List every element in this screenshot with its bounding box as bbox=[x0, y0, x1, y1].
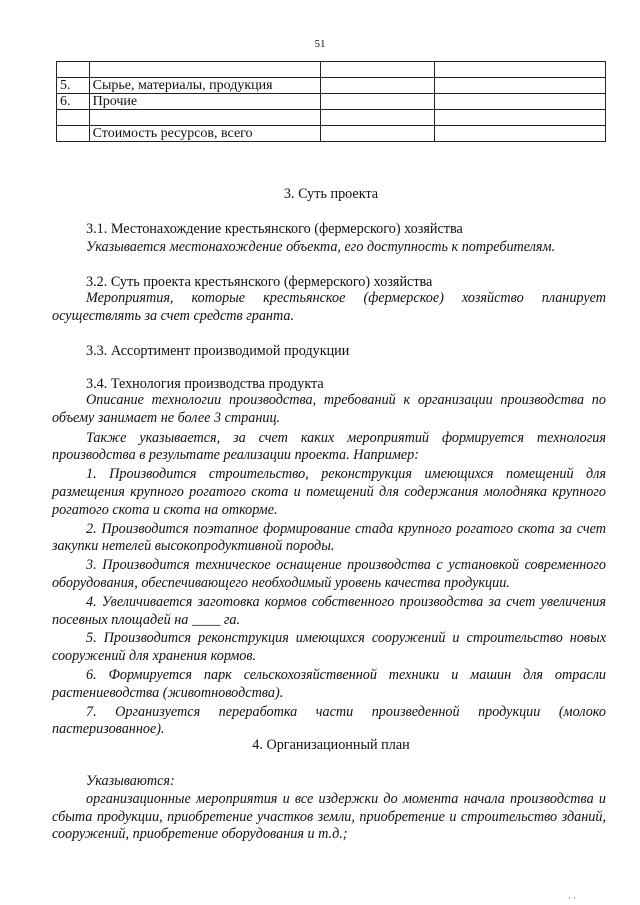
section4-body bbox=[52, 773, 606, 844]
row-name bbox=[89, 110, 320, 126]
s4-text: организационные мероприятия и все издержки до момента начала производства и сбыта продукции, приобретение участков земли, приобретение и строительство зданий, сооружений, приобретение оборудования и т.д.; bbox=[52, 790, 606, 843]
s34-p1: Описание технологии производства, требований к организации производства по объему занимает не более 3 страниц. bbox=[52, 392, 606, 426]
s31-text: Указывается местонахождение объекта, его доступность к потребителям. bbox=[86, 239, 556, 255]
row-name: Прочие bbox=[89, 94, 320, 110]
table-cell bbox=[320, 94, 434, 110]
footer-marks: · · bbox=[568, 893, 577, 903]
page-number: 51 bbox=[314, 38, 326, 50]
row-name: Стоимость ресурсов, всего bbox=[89, 126, 320, 142]
table-row bbox=[57, 62, 606, 78]
table-cell bbox=[320, 78, 434, 94]
list-item: 3. Производится техническое оснащение производства с установкой современного оборудования, обеспечивающего необходимый уровень качества продукции. bbox=[52, 557, 606, 591]
table-cell bbox=[435, 94, 606, 110]
table-row bbox=[57, 94, 606, 110]
row-name bbox=[89, 62, 320, 78]
table-cell bbox=[435, 62, 606, 78]
list-item: 1. Производится строительство, реконструкция имеющихся помещений для размещения крупного рогатого скота и помещений для содержания молодняка крупного рогатого скота и скота на откорме. bbox=[52, 466, 606, 518]
s32-heading: 3.2. Суть проекта крестьянского (фермерского) хозяйства bbox=[86, 274, 433, 290]
table-cell bbox=[320, 126, 434, 142]
table-cell bbox=[320, 62, 434, 78]
table-row bbox=[57, 110, 606, 126]
row-number bbox=[57, 110, 90, 126]
table-cell bbox=[435, 78, 606, 94]
s4-intro: Указываются: bbox=[86, 773, 175, 789]
resources-table bbox=[56, 61, 606, 142]
table-row bbox=[57, 78, 606, 94]
row-name: Сырье, материалы, продукция bbox=[89, 78, 320, 94]
s32-text: Мероприятия, которые крестьянское (фермерское) хозяйство планирует осуществлять за счет средств гранта. bbox=[52, 290, 606, 324]
section4-title: 4. Организационный план bbox=[252, 737, 410, 753]
row-number bbox=[57, 62, 90, 78]
s34-p2: Также указывается, за счет каких мероприятий формируется технология производства в результате реализации проекта. Например: bbox=[52, 429, 606, 464]
list-item: 7. Организуется переработка части произведенной продукции (молоко пастеризованное). bbox=[52, 703, 606, 738]
list-item: 6. Формируется парк сельскохозяйственной техники и машин для отрасли растениеводства (животноводства). bbox=[52, 666, 606, 701]
table-cell bbox=[435, 126, 606, 142]
s31-heading: 3.1. Местонахождение крестьянского (фермерского) хозяйства bbox=[86, 221, 463, 237]
table-cell bbox=[435, 110, 606, 126]
s34-heading: 3.4. Технология производства продукта bbox=[86, 376, 324, 392]
row-number bbox=[57, 126, 90, 142]
s34-paragraph bbox=[52, 392, 606, 739]
table-cell bbox=[320, 110, 434, 126]
table-row bbox=[57, 126, 606, 142]
s33-heading: 3.3. Ассортимент производимой продукции bbox=[86, 343, 350, 359]
list-item: 5. Производится реконструкция имеющихся сооружений и строительство новых сооружений для хранения кормов. bbox=[52, 630, 606, 665]
row-number: 5. bbox=[57, 78, 90, 94]
row-number: 6. bbox=[57, 94, 90, 110]
section3-title: 3. Суть проекта bbox=[283, 186, 379, 202]
list-item: 2. Производится поэтапное формирование стада крупного рогатого скота за счет закупки нетелей высокопродуктивной породы. bbox=[52, 520, 606, 555]
list-item: 4. Увеличивается заготовка кормов собственного производства за счет увеличения посевных площадей на ____ га. bbox=[52, 593, 606, 628]
